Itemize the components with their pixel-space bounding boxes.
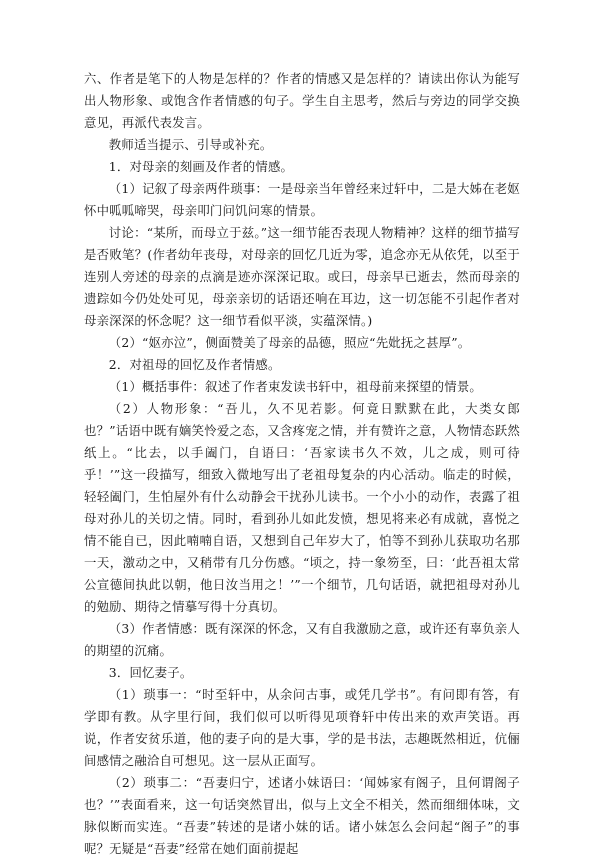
heading-mother: 1．对母亲的刻画及作者的情感。 xyxy=(108,159,294,174)
paragraph-mother-1: （1）记叙了母亲两件琐事：一是母亲当年曾经来过轩中，二是大姊在老妪怀中呱呱啼哭，母亲叩门问饥问寒的情景。 xyxy=(84,181,520,218)
paragraph-grandmother-2: （2）人物形象：“吾儿，久不见若影。何竟日默默在此，大类女郎也？”话语中既有嫡笑怜爱之态，又含疼宠之情，并有赞许之意，人物情态跃然纸上。“比去，以手阖门，自语曰：‘吾家读书久不效，儿之成，则可待乎！’”这一段描写，细致入微地写出了老祖母复杂的内心活动。临走的时候，轻轻阖门，生怕屋外有什么动静会干扰孙儿读书。一个小小的动作，表露了祖母对孙儿的关切之情。同时，看到孙儿如此发愤，想见将来必有成就，喜悦之情不能自已，因此喃喃自语，又想到自己年岁大了，怕等不到孙儿获取功名那一天，激动之中，又稍带有几分伤感。“顷之，持一象笏至，曰：‘此吾祖太常公宣德间执此以朝，他日汝当用之！’”一个细节，几句话语，就把祖母对孙儿的勉励、期待之情摹写得十分真切。 xyxy=(84,401,520,614)
paragraph-question-6: 六、作者是笔下的人物是怎样的？作者的情感又是怎样的？请读出你认为能写出人物形象、或饱含作者情感的句子。学生自主思考，然后与旁边的同学交换意见，再派代表发言。 xyxy=(84,71,520,130)
document-page xyxy=(84,68,520,860)
paragraph-grandmother-1: （1）概括事件：叙述了作者束发读书轩中，祖母前来探望的情景。 xyxy=(108,379,483,394)
paragraph-grandmother-3: （3）作者情感：既有深深的怀念，又有自我激励之意，或许还有辜负亲人的期望的沉痛。 xyxy=(84,621,520,658)
heading-grandmother: 2．对祖母的回忆及作者情感。 xyxy=(108,357,281,372)
paragraph-discussion: 讨论：“某所，而母立于兹。”这一细节能否表现人物精神？这样的细节描写是否败笔？(作者幼年丧母，对母亲的回忆几近为零，追念亦无从依凭，以至于连别人旁述的母亲的点滴是迹亦深深记取。或曰，母亲早已逝去，然而母亲的遗踪如今仍处处可见，母亲亲切的话语还响在耳边，这一切怎能不引起作者对母亲深深的怀念呢？这一细节看似平淡，实蕴深情。) xyxy=(84,225,520,328)
paragraph-teacher-hint: 教师适当提示、引导或补充。 xyxy=(108,137,273,152)
paragraph-wife-2: （2）琐事二：“吾妻归宁，述诸小妹语曰：‘闻姊家有阁子，且何谓阁子也？’”表面看来，这一句话突然冒出，似与上文全不相关，然而细细体味，文脉似断而实连。“吾妻”转述的是诸小妹的话。诸小妹怎么会问起“阁子”的事呢？无疑是“吾妻”经常在她们面前提起 xyxy=(84,775,520,856)
paragraph-mother-2: （2）“妪亦泣”，侧面赞美了母亲的品德，照应“先妣抚之甚厚”。 xyxy=(108,335,471,350)
paragraph-wife-1: （1）琐事一：“时至轩中，从余问古事，或凭几学书”。有问即有答，有学即有教。从字里行间，我们似可以听得见项脊轩中传出来的欢声笑语。再说，作者安贫乐道，他的妻子向的是大事，学的是书法，志趣既然相近，伉俪间感情之融洽自可想见。这一层从正面写。 xyxy=(84,687,520,768)
heading-wife: 3．回忆妻子。 xyxy=(108,665,193,680)
